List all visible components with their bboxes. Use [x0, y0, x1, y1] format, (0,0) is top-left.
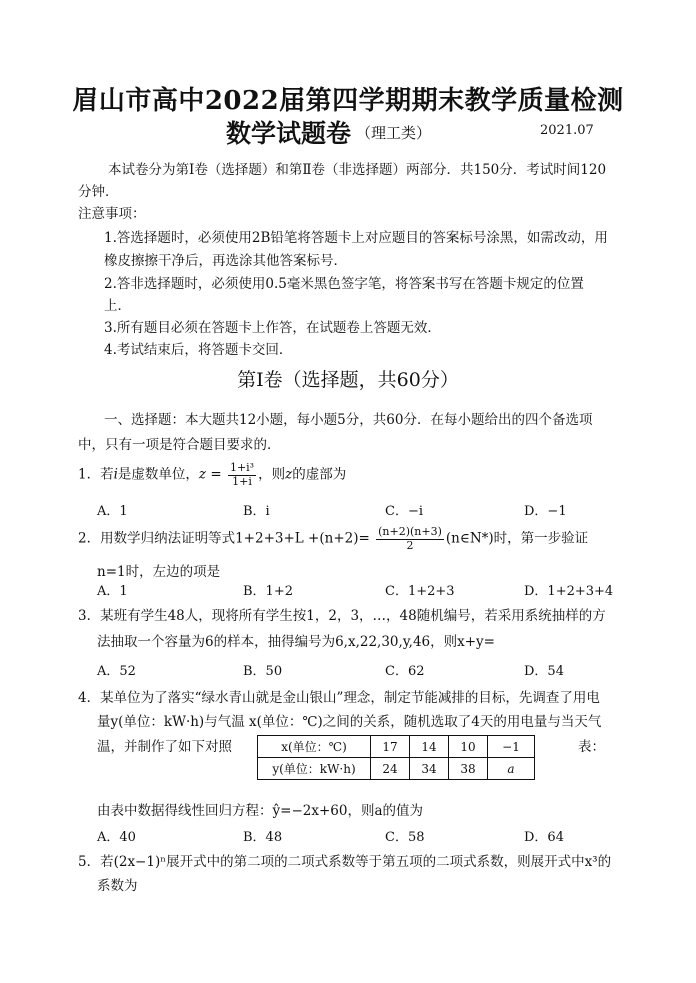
q2-stem-c: n=1时，左边的项是 — [97, 564, 221, 580]
q4-option-b: B．48 — [243, 830, 283, 845]
q2-denominator: 2 — [406, 538, 414, 552]
q1-option-b: B．i — [243, 504, 270, 519]
q2-stem-b: (n∈N*)时，第一步验证 — [445, 530, 589, 547]
q4-line-2: 量y(单位：kW·h)与气温 x(单位：℃)之间的关系，随机选取了4天的用电量与当天气 — [97, 714, 602, 730]
note-2b: 上． — [104, 298, 131, 314]
question-1-stem: 1．若i是虚数单位，z = $\frac{\text{1+i³}}{1+i}$ ，则z的虚部为 — [78, 461, 347, 488]
q3-line-1: 3．某班有学生48人，现将所有学生按1，2，3，…，48随机编号，若采用系统抽样的方 — [78, 608, 606, 624]
q4-line-3a: 温，并制作了如下对照 — [97, 739, 232, 755]
note-2a: 2.答非选择题时，必须使用0.5毫米黑色签字笔，将答案书写在答题卡规定的位置 — [104, 276, 584, 292]
q1-denominator: 1+i — [232, 474, 252, 488]
q4-line-3b: 表： — [578, 739, 605, 755]
q5-line-1: 5．若(2x−1)ⁿ展开式中的第二项的二项式系数等于第五项的二项式系数，则展开式中x³的 — [78, 854, 612, 870]
q4-option-a: A．40 — [97, 830, 136, 845]
q3-option-b: B．50 — [243, 664, 283, 679]
q1-option-a: A．1 — [97, 504, 128, 519]
exam-subtitle-note: （理工类） — [356, 124, 432, 142]
q3-option-a: A．52 — [97, 664, 136, 679]
note-4: 4.考试结束后，将答题卡交回． — [104, 342, 293, 358]
q1-stem-a: 1．若 — [78, 466, 114, 483]
q2-option-b: B．1+2 — [243, 584, 293, 599]
q1-var-z: z — [198, 466, 207, 483]
q1-var-z2: z — [285, 466, 293, 483]
q4-option-c: C．58 — [385, 830, 425, 845]
section-title: 第Ⅰ卷（选择题，共60分） — [237, 369, 459, 391]
intro-line-1: 本试卷分为第Ⅰ卷（选择题）和第Ⅱ卷（非选择题）两部分．共150分．考试时间120 — [108, 162, 607, 178]
notes-title: 注意事项： — [78, 206, 146, 222]
table-header-y: y(单位：kW·h) — [258, 758, 371, 780]
table-row — [258, 736, 535, 758]
note-1a: 1.答选择题时，必须使用2B铅笔将答题卡上对应题目的答案标号涂黑，如需改动，用 — [104, 230, 608, 246]
exam-date: 2021.07 — [540, 123, 594, 138]
table-cell: 38 — [449, 758, 488, 780]
q2-stem-a: 2．用数学归纳法证明等式1+2+3+L +(n+2)= — [78, 530, 370, 547]
table-cell: a — [488, 758, 535, 780]
table-cell: 10 — [449, 736, 488, 758]
q4-line-1: 4．某单位为了落实“绿水青山就是金山银山”理念，制定节能减排的目标，先调查了用电 — [78, 690, 600, 706]
table-cell: 34 — [410, 758, 449, 780]
q4-line-4: 由表中数据得线性回归方程：ŷ=−2x+60，则a的值为 — [97, 803, 423, 819]
q1-var-i: i — [113, 466, 118, 483]
section-desc-1: 一、选择题：本大题共12小题，每小题5分，共60分．在每小题给出的四个备选项 — [104, 412, 593, 428]
q1-stem-d: 的虚部为 — [292, 466, 347, 483]
note-3: 3.所有题目必须在答题卡上作答，在试题卷上答题无效． — [104, 320, 441, 336]
exam-subtitle: 数学试题卷 — [226, 119, 352, 148]
q1-fraction — [228, 462, 256, 488]
q1-stem-c: ，则 — [258, 466, 286, 483]
q3-line-2: 法抽取一个容量为6的样本，抽得编号为6,x,22,30,y,46，则x+y= — [97, 634, 495, 650]
q3-option-c: C．62 — [385, 664, 425, 679]
q4-data-table — [257, 735, 535, 780]
table-cell: 17 — [371, 736, 410, 758]
q2-option-d: D．1+2+3+4 — [524, 584, 614, 599]
section-desc-2: 中，只有一项是符合题目要求的． — [78, 437, 281, 453]
q1-option-d: D．−1 — [524, 504, 567, 519]
table-cell: 24 — [371, 758, 410, 780]
q1-numerator: 1+i³ — [229, 461, 255, 474]
q5-line-2: 系数为 — [97, 878, 138, 894]
table-cell: 14 — [410, 736, 449, 758]
table-cell: −1 — [488, 736, 535, 758]
q2-fraction — [376, 526, 444, 552]
note-1b: 橡皮擦擦干净后，再选涂其他答案标号． — [104, 253, 347, 269]
q1-stem-b: 是虚数单位， — [117, 466, 199, 483]
q3-option-d: D．54 — [524, 664, 564, 679]
q4-option-d: D．64 — [524, 830, 564, 845]
q2-option-c: C．1+2+3 — [385, 584, 455, 599]
question-2-stem — [78, 526, 588, 552]
table-row — [258, 758, 535, 780]
table-header-x: x(单位：℃) — [258, 736, 371, 758]
exam-title: 眉山市高中2022届第四学期期末教学质量检测 — [72, 86, 624, 116]
q2-numerator: (n+2)(n+3) — [378, 525, 442, 538]
q2-option-a: A．1 — [97, 584, 128, 599]
q1-option-c: C．−i — [385, 504, 423, 519]
intro-line-2: 分钟． — [78, 184, 119, 200]
